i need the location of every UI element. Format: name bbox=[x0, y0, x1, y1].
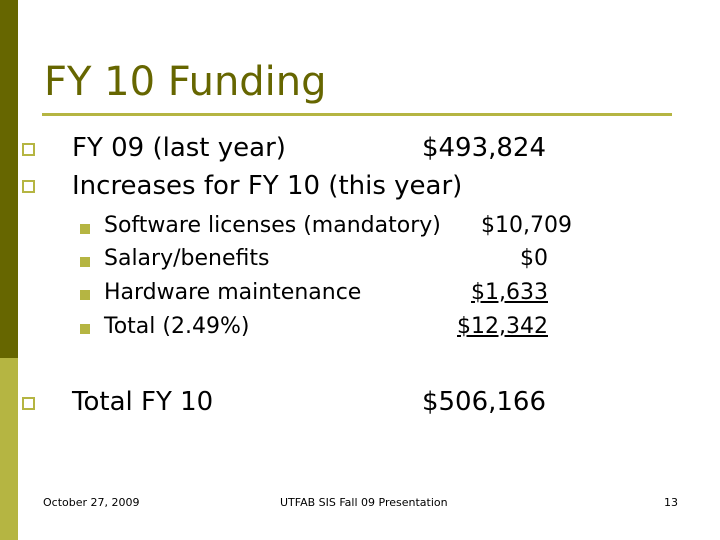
item-fy09-amount: $493,824 bbox=[421, 133, 546, 163]
bullet-square-icon bbox=[22, 143, 35, 156]
subitem-software-amount: $10,709 bbox=[481, 213, 572, 238]
side-accent-bar-top bbox=[0, 0, 18, 358]
subitem-total-label: Total (2.49%) bbox=[104, 314, 250, 339]
side-accent-bar-bottom bbox=[0, 358, 18, 540]
subitem-software-label: Software licenses (mandatory) bbox=[104, 213, 441, 238]
footer-presentation-title: UTFAB SIS Fall 09 Presentation bbox=[280, 496, 448, 509]
total-fy10-amount: $506,166 bbox=[421, 387, 546, 417]
side-accent-bar bbox=[0, 0, 18, 540]
item-increases-label: Increases for FY 10 (this year) bbox=[72, 171, 463, 201]
bullet-square-icon bbox=[22, 180, 35, 193]
subitem-hardware-label: Hardware maintenance bbox=[104, 280, 362, 305]
sub-bullet-icon bbox=[80, 324, 90, 334]
subitem-hardware-amount: $1,633 bbox=[471, 280, 548, 305]
subitem-salary-label: Salary/benefits bbox=[104, 246, 270, 271]
sub-bullet-icon bbox=[80, 257, 90, 267]
item-fy09-label: FY 09 (last year) bbox=[72, 133, 286, 163]
footer-date: October 27, 2009 bbox=[43, 496, 140, 509]
total-fy10-label: Total FY 10 bbox=[72, 387, 214, 417]
subitem-salary-amount: $0 bbox=[520, 246, 548, 271]
footer-page-number: 13 bbox=[664, 496, 678, 509]
title-underline bbox=[42, 113, 672, 116]
subitem-total-amount: $12,342 bbox=[457, 314, 548, 339]
slide-title: FY 10 Funding bbox=[44, 59, 327, 105]
sub-bullet-icon bbox=[80, 224, 90, 234]
bullet-square-icon bbox=[22, 397, 35, 410]
sub-bullet-icon bbox=[80, 290, 90, 300]
